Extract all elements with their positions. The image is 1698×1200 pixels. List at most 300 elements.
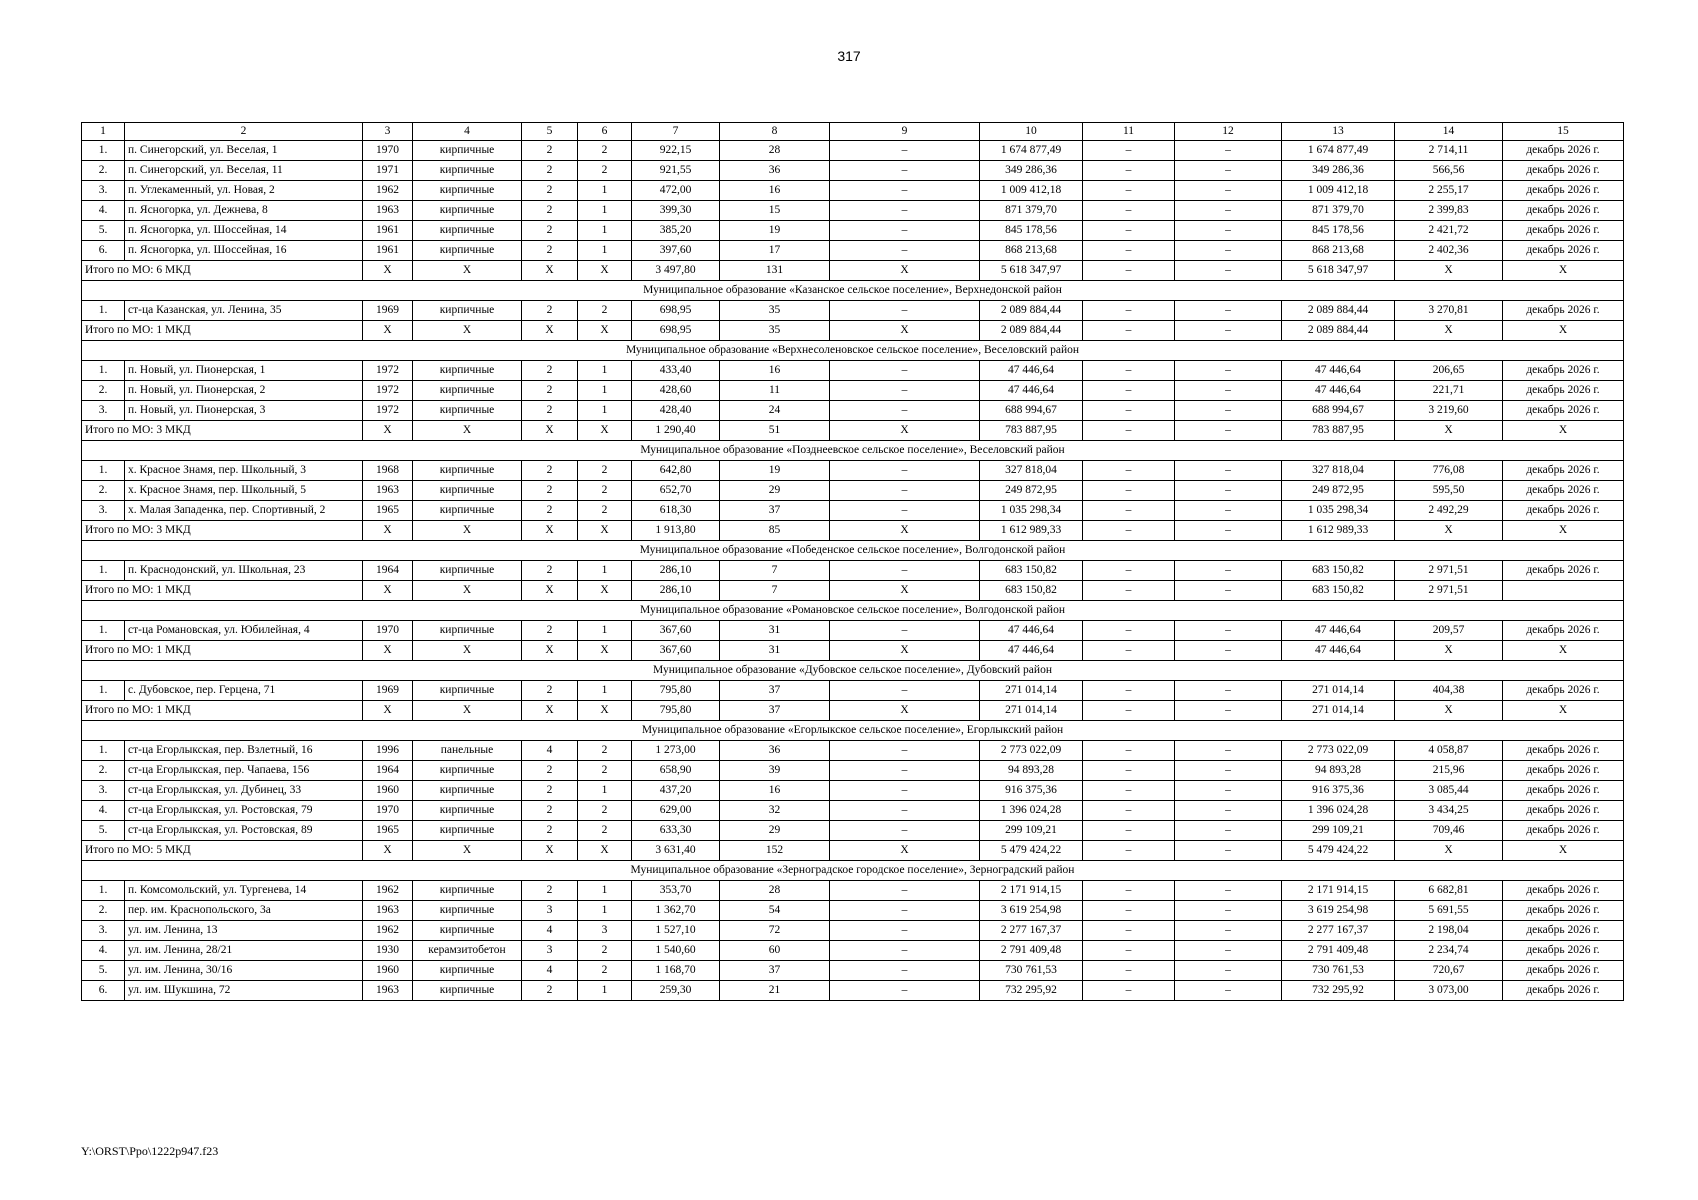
table-cell: 1960 [363, 781, 413, 801]
table-cell: 1972 [363, 381, 413, 401]
address-cell: ул. им. Ленина, 28/21 [125, 941, 363, 961]
total-label: Итого по МО: 1 МКД [82, 581, 363, 601]
table-cell: – [1083, 501, 1175, 521]
table-row [82, 221, 1624, 241]
total-label: Итого по МО: 1 МКД [82, 321, 363, 341]
table-cell: 16 [720, 361, 830, 381]
table-cell: – [830, 181, 980, 201]
table-cell: 2 277 167,37 [980, 921, 1083, 941]
table-cell: 1 273,00 [632, 741, 720, 761]
total-cell: 47 446,64 [1282, 641, 1395, 661]
total-cell: 7 [720, 581, 830, 601]
table-cell: 2 399,83 [1395, 201, 1503, 221]
total-cell: Х [413, 841, 522, 861]
table-cell: 5. [82, 221, 125, 241]
total-cell: Х [830, 841, 980, 861]
table-cell: кирпичные [413, 901, 522, 921]
table-cell: 47 446,64 [1282, 381, 1395, 401]
municipality-total-row [82, 521, 1624, 541]
municipality-title: Муниципальное образование «Дубовское сельское поселение», Дубовский район [82, 661, 1624, 681]
table-cell: 7 [720, 561, 830, 581]
table-cell: кирпичные [413, 781, 522, 801]
total-cell: Х [1395, 641, 1503, 661]
table-cell: 1 540,60 [632, 941, 720, 961]
table-cell: 1. [82, 141, 125, 161]
table-cell: 16 [720, 181, 830, 201]
table-cell: – [830, 221, 980, 241]
address-cell: п. Ясногорка, ул. Дежнева, 8 [125, 201, 363, 221]
total-label: Итого по МО: 1 МКД [82, 641, 363, 661]
table-cell: 2 [522, 461, 578, 481]
column-number-cell: 4 [413, 123, 522, 141]
table-cell: – [1175, 201, 1282, 221]
total-cell: – [1175, 321, 1282, 341]
table-cell: 2 421,72 [1395, 221, 1503, 241]
total-cell: 5 479 424,22 [1282, 841, 1395, 861]
table-cell: 1969 [363, 681, 413, 701]
table-cell: 2 [578, 741, 632, 761]
table-cell: 2. [82, 901, 125, 921]
table-cell: 11 [720, 381, 830, 401]
table-cell: – [1083, 181, 1175, 201]
total-cell: Х [830, 421, 980, 441]
table-cell: – [1083, 961, 1175, 981]
table-cell: 629,00 [632, 801, 720, 821]
address-cell: ст-ца Егорлыкская, ул. Дубинец, 33 [125, 781, 363, 801]
table-cell: 1 396 024,28 [980, 801, 1083, 821]
table-cell: 29 [720, 481, 830, 501]
municipality-section-row [82, 341, 1624, 361]
table-cell: – [830, 241, 980, 261]
table-cell: – [1175, 481, 1282, 501]
table-cell: 29 [720, 821, 830, 841]
table-cell: 5. [82, 961, 125, 981]
table-cell: 1969 [363, 301, 413, 321]
total-label: Итого по МО: 6 МКД [82, 261, 363, 281]
table-cell: 259,30 [632, 981, 720, 1001]
total-cell: 683 150,82 [1282, 581, 1395, 601]
total-cell: Х [363, 421, 413, 441]
table-cell: – [1083, 901, 1175, 921]
table-cell: – [1083, 241, 1175, 261]
total-cell: Х [413, 701, 522, 721]
table-cell: 3. [82, 181, 125, 201]
table-cell: 428,60 [632, 381, 720, 401]
table-cell: кирпичные [413, 561, 522, 581]
table-cell: 1 362,70 [632, 901, 720, 921]
table-row [82, 181, 1624, 201]
table-cell: 1 [578, 621, 632, 641]
table-cell: – [1175, 401, 1282, 421]
table-cell: – [830, 401, 980, 421]
total-cell: Х [522, 581, 578, 601]
total-cell: – [1083, 641, 1175, 661]
total-cell: Х [1503, 641, 1624, 661]
table-cell: 2 [522, 801, 578, 821]
total-cell: Х [830, 641, 980, 661]
address-cell: п. Новый, ул. Пионерская, 2 [125, 381, 363, 401]
table-cell: 16 [720, 781, 830, 801]
total-cell: Х [578, 701, 632, 721]
table-cell: 94 893,28 [980, 761, 1083, 781]
table-cell: 1 [578, 241, 632, 261]
table-cell: декабрь 2026 г. [1503, 681, 1624, 701]
table-row [82, 461, 1624, 481]
table-cell: декабрь 2026 г. [1503, 761, 1624, 781]
table-cell: 47 446,64 [1282, 361, 1395, 381]
table-cell: – [1083, 881, 1175, 901]
table-cell: 1. [82, 741, 125, 761]
total-cell: Х [830, 321, 980, 341]
address-cell: ст-ца Егорлыкская, ул. Ростовская, 89 [125, 821, 363, 841]
total-cell: 5 618 347,97 [980, 261, 1083, 281]
table-row [82, 241, 1624, 261]
table-row [82, 501, 1624, 521]
table-cell: – [1175, 961, 1282, 981]
table-cell: 1963 [363, 481, 413, 501]
total-cell: – [1175, 581, 1282, 601]
table-cell: кирпичные [413, 481, 522, 501]
table-cell: 2 [522, 241, 578, 261]
table-cell: 3 434,25 [1395, 801, 1503, 821]
page-number: 317 [837, 48, 861, 64]
table-cell: 1965 [363, 501, 413, 521]
address-cell: ст-ца Егорлыкская, ул. Ростовская, 79 [125, 801, 363, 821]
table-cell: – [830, 781, 980, 801]
total-cell: 3 631,40 [632, 841, 720, 861]
table-body [82, 123, 1624, 1001]
table-cell: 209,57 [1395, 621, 1503, 641]
table-cell: 871 379,70 [980, 201, 1083, 221]
column-number-cell: 8 [720, 123, 830, 141]
total-cell: Х [1395, 521, 1503, 541]
table-cell: – [1175, 161, 1282, 181]
total-cell: 1 612 989,33 [980, 521, 1083, 541]
total-cell: Х [363, 581, 413, 601]
table-cell: – [1175, 241, 1282, 261]
total-cell: Х [578, 261, 632, 281]
table-cell: – [830, 801, 980, 821]
municipality-title: Муниципальное образование «Романовское сельское поселение», Волгодонской район [82, 601, 1624, 621]
table-cell: 47 446,64 [1282, 621, 1395, 641]
address-cell: п. Новый, ул. Пионерская, 1 [125, 361, 363, 381]
municipality-title: Муниципальное образование «Верхнесоленовское сельское поселение», Веселовский район [82, 341, 1624, 361]
table-cell: декабрь 2026 г. [1503, 381, 1624, 401]
total-cell: Х [413, 421, 522, 441]
table-cell: – [1083, 681, 1175, 701]
table-cell: 54 [720, 901, 830, 921]
table-cell: – [1175, 921, 1282, 941]
table-cell: – [1175, 821, 1282, 841]
table-cell: декабрь 2026 г. [1503, 461, 1624, 481]
table-cell: 1 [578, 881, 632, 901]
table-cell: 1962 [363, 881, 413, 901]
total-cell: – [1175, 841, 1282, 861]
table-cell: – [1175, 981, 1282, 1001]
municipality-section-row [82, 601, 1624, 621]
table-cell: кирпичные [413, 381, 522, 401]
total-cell: Х [522, 421, 578, 441]
table-cell: 1 [578, 561, 632, 581]
table-cell: 3. [82, 921, 125, 941]
table-cell: 4 [522, 961, 578, 981]
table-row [82, 401, 1624, 421]
table-cell: 4 [522, 741, 578, 761]
table-cell: – [1083, 941, 1175, 961]
total-cell: Х [578, 321, 632, 341]
table-row [82, 381, 1624, 401]
table-cell: – [830, 481, 980, 501]
table-cell: 6 682,81 [1395, 881, 1503, 901]
table-cell: декабрь 2026 г. [1503, 161, 1624, 181]
table-cell: кирпичные [413, 161, 522, 181]
table-cell: – [1175, 761, 1282, 781]
total-cell: 271 014,14 [1282, 701, 1395, 721]
table-cell: 2 171 914,15 [980, 881, 1083, 901]
table-cell: кирпичные [413, 881, 522, 901]
table-cell: 3 219,60 [1395, 401, 1503, 421]
table-cell: 3 [578, 921, 632, 941]
table-cell: 5 691,55 [1395, 901, 1503, 921]
table-cell: 845 178,56 [1282, 221, 1395, 241]
table-cell: – [830, 961, 980, 981]
table-row [82, 781, 1624, 801]
table-cell: 21 [720, 981, 830, 1001]
table-cell: 437,20 [632, 781, 720, 801]
table-cell: 1972 [363, 401, 413, 421]
table-cell: 1. [82, 881, 125, 901]
table-cell: кирпичные [413, 361, 522, 381]
table-cell: 2 [522, 561, 578, 581]
table-cell: 2 277 167,37 [1282, 921, 1395, 941]
total-cell: Х [522, 321, 578, 341]
table-cell: 271 014,14 [1282, 681, 1395, 701]
table-row [82, 901, 1624, 921]
table-cell: 206,65 [1395, 361, 1503, 381]
table-cell: – [1083, 201, 1175, 221]
table-cell: 1970 [363, 621, 413, 641]
total-cell: 1 290,40 [632, 421, 720, 441]
table-cell: 1. [82, 301, 125, 321]
address-cell: п. Новый, ул. Пионерская, 3 [125, 401, 363, 421]
total-cell: Х [578, 581, 632, 601]
table-cell: – [1083, 781, 1175, 801]
table-cell: 1. [82, 621, 125, 641]
table-cell: кирпичные [413, 621, 522, 641]
column-number-cell: 14 [1395, 123, 1503, 141]
table-cell: декабрь 2026 г. [1503, 821, 1624, 841]
table-cell: 47 446,64 [980, 361, 1083, 381]
table-cell: – [1083, 381, 1175, 401]
table-cell: кирпичные [413, 141, 522, 161]
table-cell: 221,71 [1395, 381, 1503, 401]
total-cell: 2 971,51 [1395, 581, 1503, 601]
total-cell: – [1175, 641, 1282, 661]
table-cell: 2 773 022,09 [980, 741, 1083, 761]
total-cell: Х [1503, 321, 1624, 341]
table-cell: 1 [578, 381, 632, 401]
table-cell: декабрь 2026 г. [1503, 941, 1624, 961]
total-cell: 31 [720, 641, 830, 661]
total-cell: Х [413, 321, 522, 341]
table-cell: 367,60 [632, 621, 720, 641]
table-cell: – [1083, 761, 1175, 781]
table-cell: кирпичные [413, 961, 522, 981]
table-cell: 795,80 [632, 681, 720, 701]
address-cell: п. Ясногорка, ул. Шоссейная, 16 [125, 241, 363, 261]
table-cell: 1964 [363, 561, 413, 581]
table-cell: 688 994,67 [1282, 401, 1395, 421]
table-cell: кирпичные [413, 201, 522, 221]
table-cell: 349 286,36 [1282, 161, 1395, 181]
table-cell: – [830, 881, 980, 901]
table-cell: 652,70 [632, 481, 720, 501]
total-cell: Х [1503, 701, 1624, 721]
table-cell: 2 [578, 761, 632, 781]
table-cell: 4. [82, 201, 125, 221]
total-cell: 286,10 [632, 581, 720, 601]
table-cell: 1970 [363, 801, 413, 821]
table-cell: – [1083, 561, 1175, 581]
table-cell: 32 [720, 801, 830, 821]
address-cell: х. Красное Знамя, пер. Школьный, 3 [125, 461, 363, 481]
table-cell: 1 [578, 901, 632, 921]
table-cell: 1 009 412,18 [1282, 181, 1395, 201]
table-cell: 4. [82, 801, 125, 821]
table-cell: 916 375,36 [980, 781, 1083, 801]
address-cell: п. Краснодонский, ул. Школьная, 23 [125, 561, 363, 581]
address-cell: ст-ца Егорлыкская, пер. Взлетный, 16 [125, 741, 363, 761]
table-cell: 2 [522, 201, 578, 221]
table-cell: декабрь 2026 г. [1503, 961, 1624, 981]
table-cell: 28 [720, 881, 830, 901]
total-cell: 1 913,80 [632, 521, 720, 541]
total-cell: 1 612 989,33 [1282, 521, 1395, 541]
table-cell: 3 [522, 941, 578, 961]
table-cell: – [1175, 881, 1282, 901]
table-cell: 2 [578, 961, 632, 981]
table-cell: 2 [522, 301, 578, 321]
table-cell: декабрь 2026 г. [1503, 741, 1624, 761]
table-cell: 2 [578, 821, 632, 841]
table-cell: декабрь 2026 г. [1503, 801, 1624, 821]
total-cell: Х [1503, 841, 1624, 861]
table-cell: – [1175, 561, 1282, 581]
table-cell: 2 234,74 [1395, 941, 1503, 961]
table-cell: – [1175, 461, 1282, 481]
table-cell: 2 [578, 501, 632, 521]
total-cell: Х [522, 841, 578, 861]
total-cell: Х [578, 841, 632, 861]
table-cell: 683 150,82 [1282, 561, 1395, 581]
table-cell: 1 527,10 [632, 921, 720, 941]
table-cell: кирпичные [413, 681, 522, 701]
table-cell: 1 [578, 181, 632, 201]
table-cell: 17 [720, 241, 830, 261]
table-cell: кирпичные [413, 181, 522, 201]
total-cell: 271 014,14 [980, 701, 1083, 721]
table-row [82, 361, 1624, 381]
address-cell: пер. им. Краснопольского, 3а [125, 901, 363, 921]
table-cell: 47 446,64 [980, 621, 1083, 641]
table-cell: 2 773 022,09 [1282, 741, 1395, 761]
table-row [82, 301, 1624, 321]
table-cell: кирпичные [413, 301, 522, 321]
table-cell: 566,56 [1395, 161, 1503, 181]
table-cell: декабрь 2026 г. [1503, 141, 1624, 161]
table-cell: 730 761,53 [980, 961, 1083, 981]
table-cell: 2 [578, 141, 632, 161]
table-cell: 2 255,17 [1395, 181, 1503, 201]
table-cell: – [1083, 301, 1175, 321]
table-cell: 4 [522, 921, 578, 941]
table-cell: – [830, 161, 980, 181]
table-cell: 72 [720, 921, 830, 941]
table-cell: 3 619 254,98 [1282, 901, 1395, 921]
table-cell: – [1083, 221, 1175, 241]
table-cell: 2 791 409,48 [980, 941, 1083, 961]
table-cell: – [830, 681, 980, 701]
table-cell: 2 [522, 401, 578, 421]
table-cell: 688 994,67 [980, 401, 1083, 421]
column-number-cell: 1 [82, 123, 125, 141]
table-cell: кирпичные [413, 981, 522, 1001]
total-cell: – [1083, 581, 1175, 601]
table-cell: – [1083, 401, 1175, 421]
total-cell: 2 089 884,44 [980, 321, 1083, 341]
table-cell: 922,15 [632, 141, 720, 161]
table-cell: 1 [578, 361, 632, 381]
total-cell: – [1083, 701, 1175, 721]
table-cell: 1. [82, 681, 125, 701]
table-cell: – [830, 981, 980, 1001]
total-cell [1503, 581, 1624, 601]
table-cell: 1 674 877,49 [1282, 141, 1395, 161]
column-number-cell: 7 [632, 123, 720, 141]
table-cell: – [1175, 741, 1282, 761]
address-cell: х. Малая Западенка, пер. Спортивный, 2 [125, 501, 363, 521]
table-row [82, 161, 1624, 181]
table-cell: 1 168,70 [632, 961, 720, 981]
table-row [82, 821, 1624, 841]
table-cell: 2 402,36 [1395, 241, 1503, 261]
total-cell: – [1083, 841, 1175, 861]
table-cell: – [1175, 141, 1282, 161]
table-cell: 1 [578, 681, 632, 701]
table-cell: – [1083, 921, 1175, 941]
total-cell: Х [522, 521, 578, 541]
municipality-title: Муниципальное образование «Позднеевское сельское поселение», Веселовский район [82, 441, 1624, 461]
table-cell: 2 089 884,44 [1282, 301, 1395, 321]
table-cell: 37 [720, 681, 830, 701]
table-cell: 2 [578, 801, 632, 821]
municipality-total-row [82, 701, 1624, 721]
table-cell: 327 818,04 [1282, 461, 1395, 481]
table-cell: 349 286,36 [980, 161, 1083, 181]
table-cell: декабрь 2026 г. [1503, 241, 1624, 261]
table-cell: 5. [82, 821, 125, 841]
table-cell: 1 674 877,49 [980, 141, 1083, 161]
table-cell: 327 818,04 [980, 461, 1083, 481]
table-cell: 2 [578, 301, 632, 321]
municipality-title: Муниципальное образование «Казанское сельское поселение», Верхнедонской район [82, 281, 1624, 301]
table-cell: 249 872,95 [1282, 481, 1395, 501]
total-cell: Х [1395, 701, 1503, 721]
table-cell: 1960 [363, 961, 413, 981]
table-cell: 871 379,70 [1282, 201, 1395, 221]
table-cell: панельные [413, 741, 522, 761]
total-cell: Х [830, 581, 980, 601]
